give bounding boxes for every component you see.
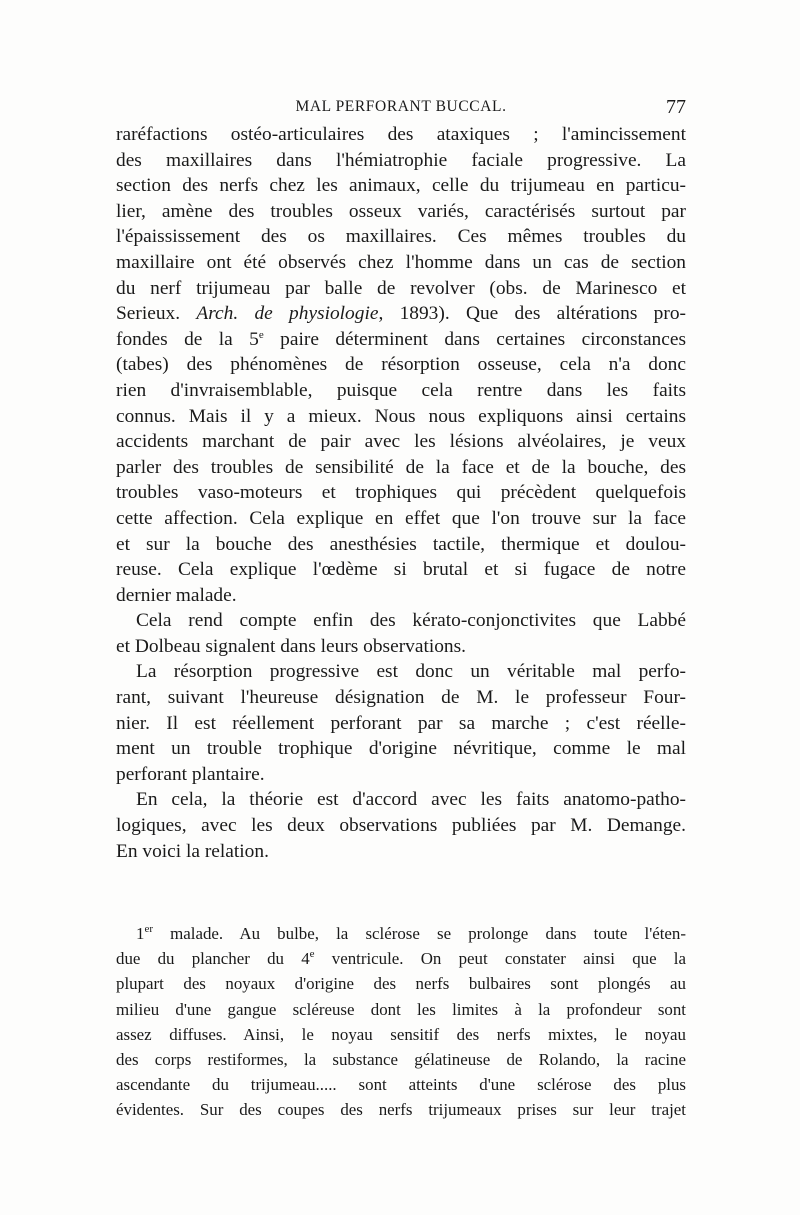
body-line: accidents marchant de pair avec les lésions alvéolaires, je veux	[116, 431, 686, 453]
note-line	[116, 921, 686, 946]
body-line-segment: paire déterminent dans certaines circonstances	[263, 328, 687, 350]
superscript: e	[258, 328, 264, 341]
note-line: évidentes. Sur des coupes des nerfs trijumeaux prises sur leur trajet	[116, 1100, 686, 1120]
superscript: e	[309, 948, 315, 961]
body-line: du nerf trijumeau par balle de revolver (obs. de Marinesco et	[116, 277, 686, 299]
body-line: La résorption progressive est donc un véritable mal perfo-	[136, 661, 686, 683]
body-line: En cela, la théorie est d'accord avec les faits anatomo-patho-	[136, 789, 686, 811]
note-line: ascendante du trijumeau..... sont atteints d'une sclérose des plus	[116, 1075, 686, 1095]
note-line: assez diffuses. Ainsi, le noyau sensitif des nerfs mixtes, le noyau	[116, 1024, 686, 1044]
note-line-segment: malade. Au bulbe, la sclérose se prolonge dans toute l'éten-	[153, 924, 686, 943]
body-line: cette affection. Cela explique en effet que l'on trouve sur la face	[116, 507, 686, 529]
page-number: 77	[666, 96, 686, 118]
superscript: er	[144, 923, 153, 935]
body-line-segment: , 1893). Que des altérations pro-	[378, 303, 686, 325]
body-line: l'épaississement des os maxillaires. Ces mêmes troubles du	[116, 226, 686, 248]
note-line: plupart des noyaux d'origine des nerfs bulbaires sont plongés au	[116, 974, 686, 994]
body-line: (tabes) des phénomènes de résorption osseuse, cela n'a donc	[116, 354, 686, 376]
body-line: En voici la relation.	[116, 840, 269, 862]
body-line: nier. Il est réellement perforant par sa marche ; c'est réelle-	[116, 712, 686, 734]
body-line: rien d'invraisemblable, puisque cela rentre dans les faits	[116, 379, 686, 401]
note-line-segment: ventricule. On peut constater ainsi que la	[314, 949, 686, 969]
journal-title: Arch. de physiologie	[196, 303, 379, 325]
body-line-segment: Serieux.	[116, 303, 181, 325]
body-line	[116, 301, 686, 327]
body-line: et sur la bouche des anesthésies tactile, thermique et doulou-	[116, 533, 686, 555]
body-line: parler des troubles de sensibilité de la face et de la bouche, des	[116, 456, 686, 478]
body-line: logiques, avec les deux observations publiées par M. Demange.	[116, 815, 686, 837]
body-line: et Dolbeau signalent dans leurs observations.	[116, 635, 467, 657]
body-line: Cela rend compte enfin des kérato-conjonctivites que Labbé	[136, 610, 686, 632]
note-line-segment: due du plancher du 4	[116, 949, 310, 969]
note-line	[116, 946, 686, 971]
body-line: maxillaire ont été observés chez l'homme dans un cas de section	[116, 251, 686, 273]
body-line: dernier malade.	[116, 584, 237, 606]
body-line: reuse. Cela explique l'œdème si brutal et si fugace de notre	[116, 559, 686, 581]
body-line: ment un trouble trophique d'origine névritique, comme le mal	[116, 738, 686, 760]
note-line: des corps restiformes, la substance gélatineuse de Rolando, la racine	[116, 1049, 686, 1069]
note-line: milieu d'une gangue scléreuse dont les limites à la profondeur sont	[116, 999, 686, 1019]
note-line-segment: 1	[136, 924, 145, 943]
body-line: des maxillaires dans l'hémiatrophie faciale progressive. La	[116, 149, 686, 171]
observation-notes	[116, 921, 686, 1123]
running-head	[116, 96, 686, 120]
running-title: MAL PERFORANT BUCCAL.	[295, 98, 507, 115]
body-line: raréfactions ostéo-articulaires des ataxiques ; l'amincissement	[116, 124, 686, 145]
body-line: perforant plantaire.	[116, 763, 265, 785]
body-line: section des nerfs chez les animaux, celle du trijumeau en particu-	[116, 175, 686, 197]
body-line	[116, 327, 686, 353]
body-line: connus. Mais il y a mieux. Nous nous expliquons ainsi certains	[116, 405, 686, 427]
body-line-segment: fondes de la 5	[116, 328, 259, 350]
body-text	[116, 122, 686, 864]
body-line: troubles vaso-moteurs et trophiques qui précèdent quelquefois	[116, 482, 686, 504]
body-line: rant, suivant l'heureuse désignation de M. le professeur Four-	[116, 687, 686, 709]
body-line: lier, amène des troubles osseux variés, caractérisés surtout par	[116, 200, 686, 222]
